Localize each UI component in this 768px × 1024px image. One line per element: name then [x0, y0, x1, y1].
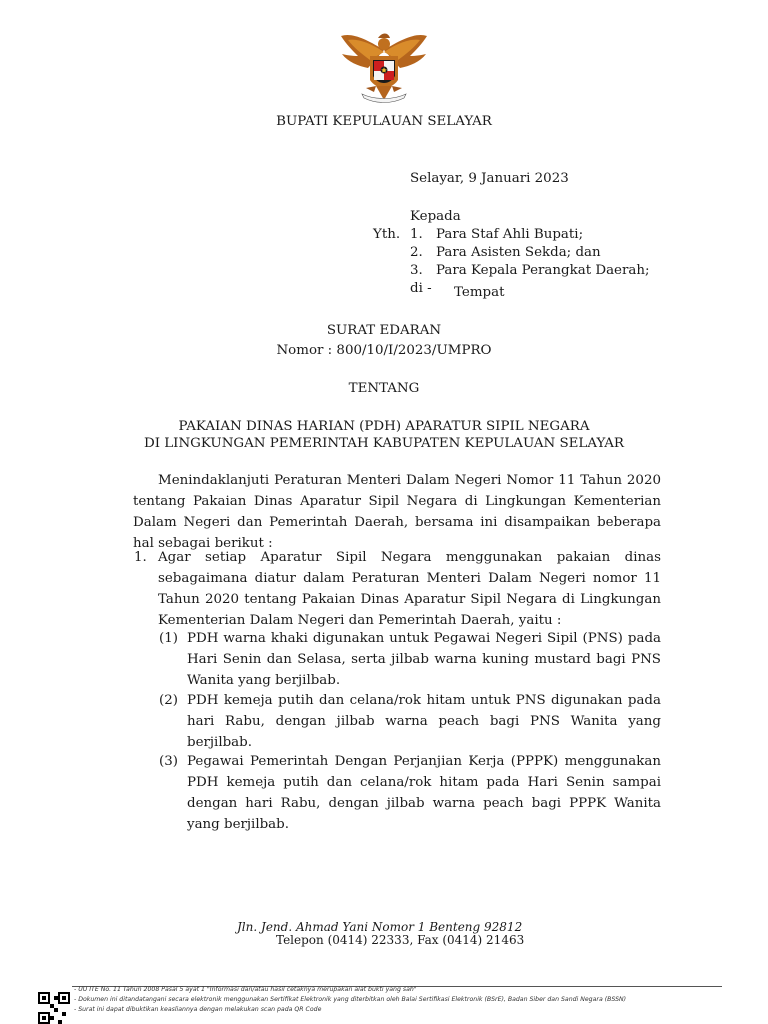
addressee-num-1: 1. — [410, 227, 423, 242]
subpoint-1-number: (1) — [159, 631, 178, 646]
footnote-2: - Dokumen ini ditandatangani secara elektronik menggunakan Sertifikat Elektronik yang diterbitkan oleh Balai Sertifikasi Elektronik (BSrE), Badan Siber dan Sandi Negara (BSSN) — [74, 996, 627, 1003]
address-line-1: Jln. Jend. Ahmad Yani Nomor 1 Benteng 92812 — [237, 920, 523, 934]
point-1-number: 1. — [134, 550, 147, 565]
letter-number: Nomor : 800/10/I/2023/UMPRO — [276, 343, 492, 358]
addressee-item-2: Para Asisten Sekda; dan — [436, 245, 601, 260]
issuer-title: BUPATI KEPULAUAN SELAYAR — [276, 114, 492, 129]
addressee-num-2: 2. — [410, 245, 423, 260]
subpoint-2-text: PDH kemeja putih dan celana/rok hitam untuk PNS digunakan pada hari Rabu, dengan jilbab warna peach bagi PNS Wanita yang berjilbab. — [187, 693, 661, 750]
addressee-di: di - — [410, 281, 432, 296]
qr-code-icon — [38, 992, 70, 1024]
addressee-item-1: Para Staf Ahli Bupati; — [436, 227, 584, 242]
subpoint-1-text: PDH warna khaki digunakan untuk Pegawai Negeri Sipil (PNS) pada Hari Senin dan Selasa, serta jilbab warna kuning mustard bagi PNS Wanita yang berjilbab. — [187, 631, 661, 688]
place-date: Selayar, 9 Januari 2023 — [410, 171, 569, 186]
footnote-1: - UU ITE No. 11 Tahun 2008 Pasal 5 ayat 1 "Informasi dan/atau hasil cetaknya merupakan alat bukti yang sah" — [74, 986, 417, 993]
addressee-num-3: 3. — [410, 263, 423, 278]
letter-type: SURAT EDARAN — [326, 323, 442, 338]
addressee-kepada: Kepada — [410, 209, 461, 224]
point-1-text: Agar setiap Aparatur Sipil Negara menggunakan pakaian dinas sebagaimana diatur dalam Peraturan Menteri Dalam Negeri nomor 11 Tahun 2020 tentang Pakaian Dinas Aparatur Sipil Negara di Lingkungan Kementerian Dalam Negeri dan Pemerintah Daerah, yaitu : — [158, 550, 661, 628]
subpoint-3-text: Pegawai Pemerintah Dengan Perjanjian Kerja (PPPK) menggunakan PDH kemeja putih dan celana/rok hitam pada Hari Senin sampai dengan hari Rabu, dengan jilbab warna peach bagi PPPK Wanita yang berjilbab. — [187, 754, 661, 832]
address-line-2: Telepon (0414) 22333, Fax (0414) 21463 — [276, 933, 525, 947]
garuda-pancasila-emblem — [338, 30, 430, 104]
subpoint-3-number: (3) — [159, 754, 178, 769]
intro-paragraph: Menindaklanjuti Peraturan Menteri Dalam Negeri Nomor 11 Tahun 2020 tentang Pakaian Dinas Aparatur Sipil Negara di Lingkungan Kementerian Dalam Negeri dan Pemerintah Daerah, bersama ini disampaikan beberapa hal sebagai berikut : — [133, 473, 661, 551]
addressee-item-3: Para Kepala Perangkat Daerah; — [436, 263, 650, 278]
footnote-3: - Surat ini dapat dibuktikan keasliannya dengan melakukan scan pada QR Code — [74, 1006, 322, 1013]
letter-subject-line-2: DI LINGKUNGAN PEMERINTAH KABUPATEN KEPULAUAN SELAYAR — [144, 436, 624, 451]
addressee-tempat: Tempat — [454, 285, 505, 300]
letter-tentang: TENTANG — [348, 381, 420, 396]
letter-subject-line-1: PAKAIAN DINAS HARIAN (PDH) APARATUR SIPIL NEGARA — [178, 419, 590, 434]
addressee-yth: Yth. — [373, 227, 401, 242]
subpoint-2-number: (2) — [159, 693, 178, 708]
